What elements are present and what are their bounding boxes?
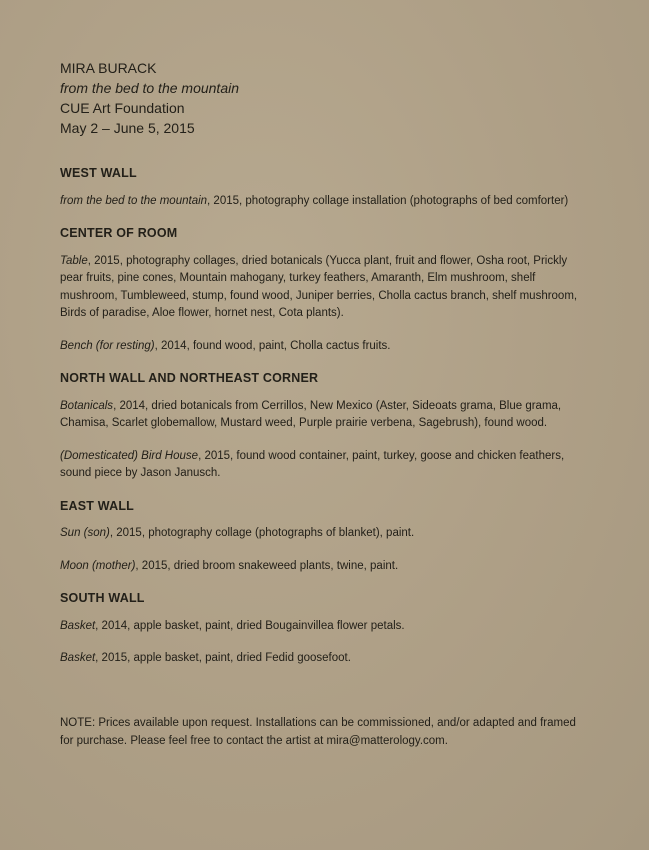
header-block bbox=[60, 58, 239, 138]
artwork-details: , 2015, photography collage (photographs of blanket), paint. bbox=[109, 527, 415, 539]
section-west-wall bbox=[60, 165, 580, 210]
artwork-details: , 2015, apple basket, paint, dried Fedid goosefoot. bbox=[95, 652, 351, 664]
artwork-title: Botanicals bbox=[60, 399, 114, 412]
artwork-details: , 2015, photography collage installation (photographs of bed comforter) bbox=[207, 194, 569, 207]
artwork-entry bbox=[60, 253, 580, 323]
artwork-entry bbox=[60, 618, 580, 636]
artwork-entry bbox=[60, 193, 580, 211]
section-east-wall bbox=[60, 498, 580, 576]
section-heading: CENTER OF ROOM bbox=[60, 226, 178, 240]
artwork-entry bbox=[60, 558, 580, 576]
exhibition-dates: May 2 – June 5, 2015 bbox=[60, 120, 195, 136]
artwork-title: from the bed to the mountain bbox=[60, 194, 208, 207]
artwork-entry bbox=[60, 650, 580, 668]
artwork-title: Basket bbox=[60, 619, 96, 632]
artwork-details: , 2014, apple basket, paint, dried Bougainvillea flower petals. bbox=[95, 619, 405, 632]
artwork-title: (Domesticated) Bird House bbox=[60, 449, 199, 462]
artwork-details: , 2015, photography collages, dried botanicals (Yucca plant, fruit and flower, Osha root, Prickly pear fruits, pine cones, Mountain mahogany, turkey feathers, Amaranth, Elm mushroom, shelf mushroom, Tumbleweed, stump, found wood, Juniper berries, Cholla cactus branch, shelf mushroom, Birds of paradise, Aloe flower, hornet nest, Cota plants). bbox=[60, 254, 578, 319]
venue-name: CUE Art Foundation bbox=[60, 100, 185, 116]
artwork-title: Moon (mother) bbox=[60, 559, 136, 572]
artwork-entry bbox=[60, 525, 580, 543]
artwork-entry bbox=[60, 448, 580, 483]
artwork-entry bbox=[60, 338, 580, 356]
artwork-title: Table bbox=[60, 254, 88, 267]
section-north-wall bbox=[60, 370, 580, 483]
pricing-note: NOTE: Prices available upon request. Installations can be commissioned, and/or adapted and framed for purchase. Please feel free to contact the artist at mira@matterology.com. bbox=[60, 717, 576, 747]
artwork-entry bbox=[60, 398, 580, 433]
artist-name: MIRA BURACK bbox=[60, 60, 157, 76]
artwork-details: , 2015, dried broom snakeweed plants, twine, paint. bbox=[135, 559, 399, 572]
artwork-details: , 2014, dried botanicals from Cerrillos, New Mexico (Aster, Sideoats grama, Blue grama, Chamisa, Scarlet globemallow, Mustard weed, Purple prairie verbena, Sagebrush), found wood. bbox=[60, 399, 562, 429]
checklist bbox=[60, 165, 580, 683]
section-heading: SOUTH WALL bbox=[60, 591, 145, 605]
artwork-title: Basket bbox=[60, 652, 96, 664]
section-heading: NORTH WALL AND NORTHEAST CORNER bbox=[60, 371, 319, 385]
section-south-wall bbox=[60, 590, 580, 668]
section-heading: EAST WALL bbox=[60, 498, 135, 513]
artwork-title: Sun (son) bbox=[60, 527, 110, 539]
section-center-of-room bbox=[60, 225, 580, 355]
artwork-details: , 2014, found wood, paint, Cholla cactus fruits. bbox=[154, 339, 391, 352]
exhibition-title: from the bed to the mountain bbox=[60, 80, 239, 96]
section-heading: WEST WALL bbox=[60, 166, 137, 180]
artwork-title: Bench (for resting) bbox=[60, 339, 155, 352]
artwork-details: , 2015, found wood container, paint, turkey, goose and chicken feathers, sound piece by Jason Janusch. bbox=[60, 449, 565, 479]
